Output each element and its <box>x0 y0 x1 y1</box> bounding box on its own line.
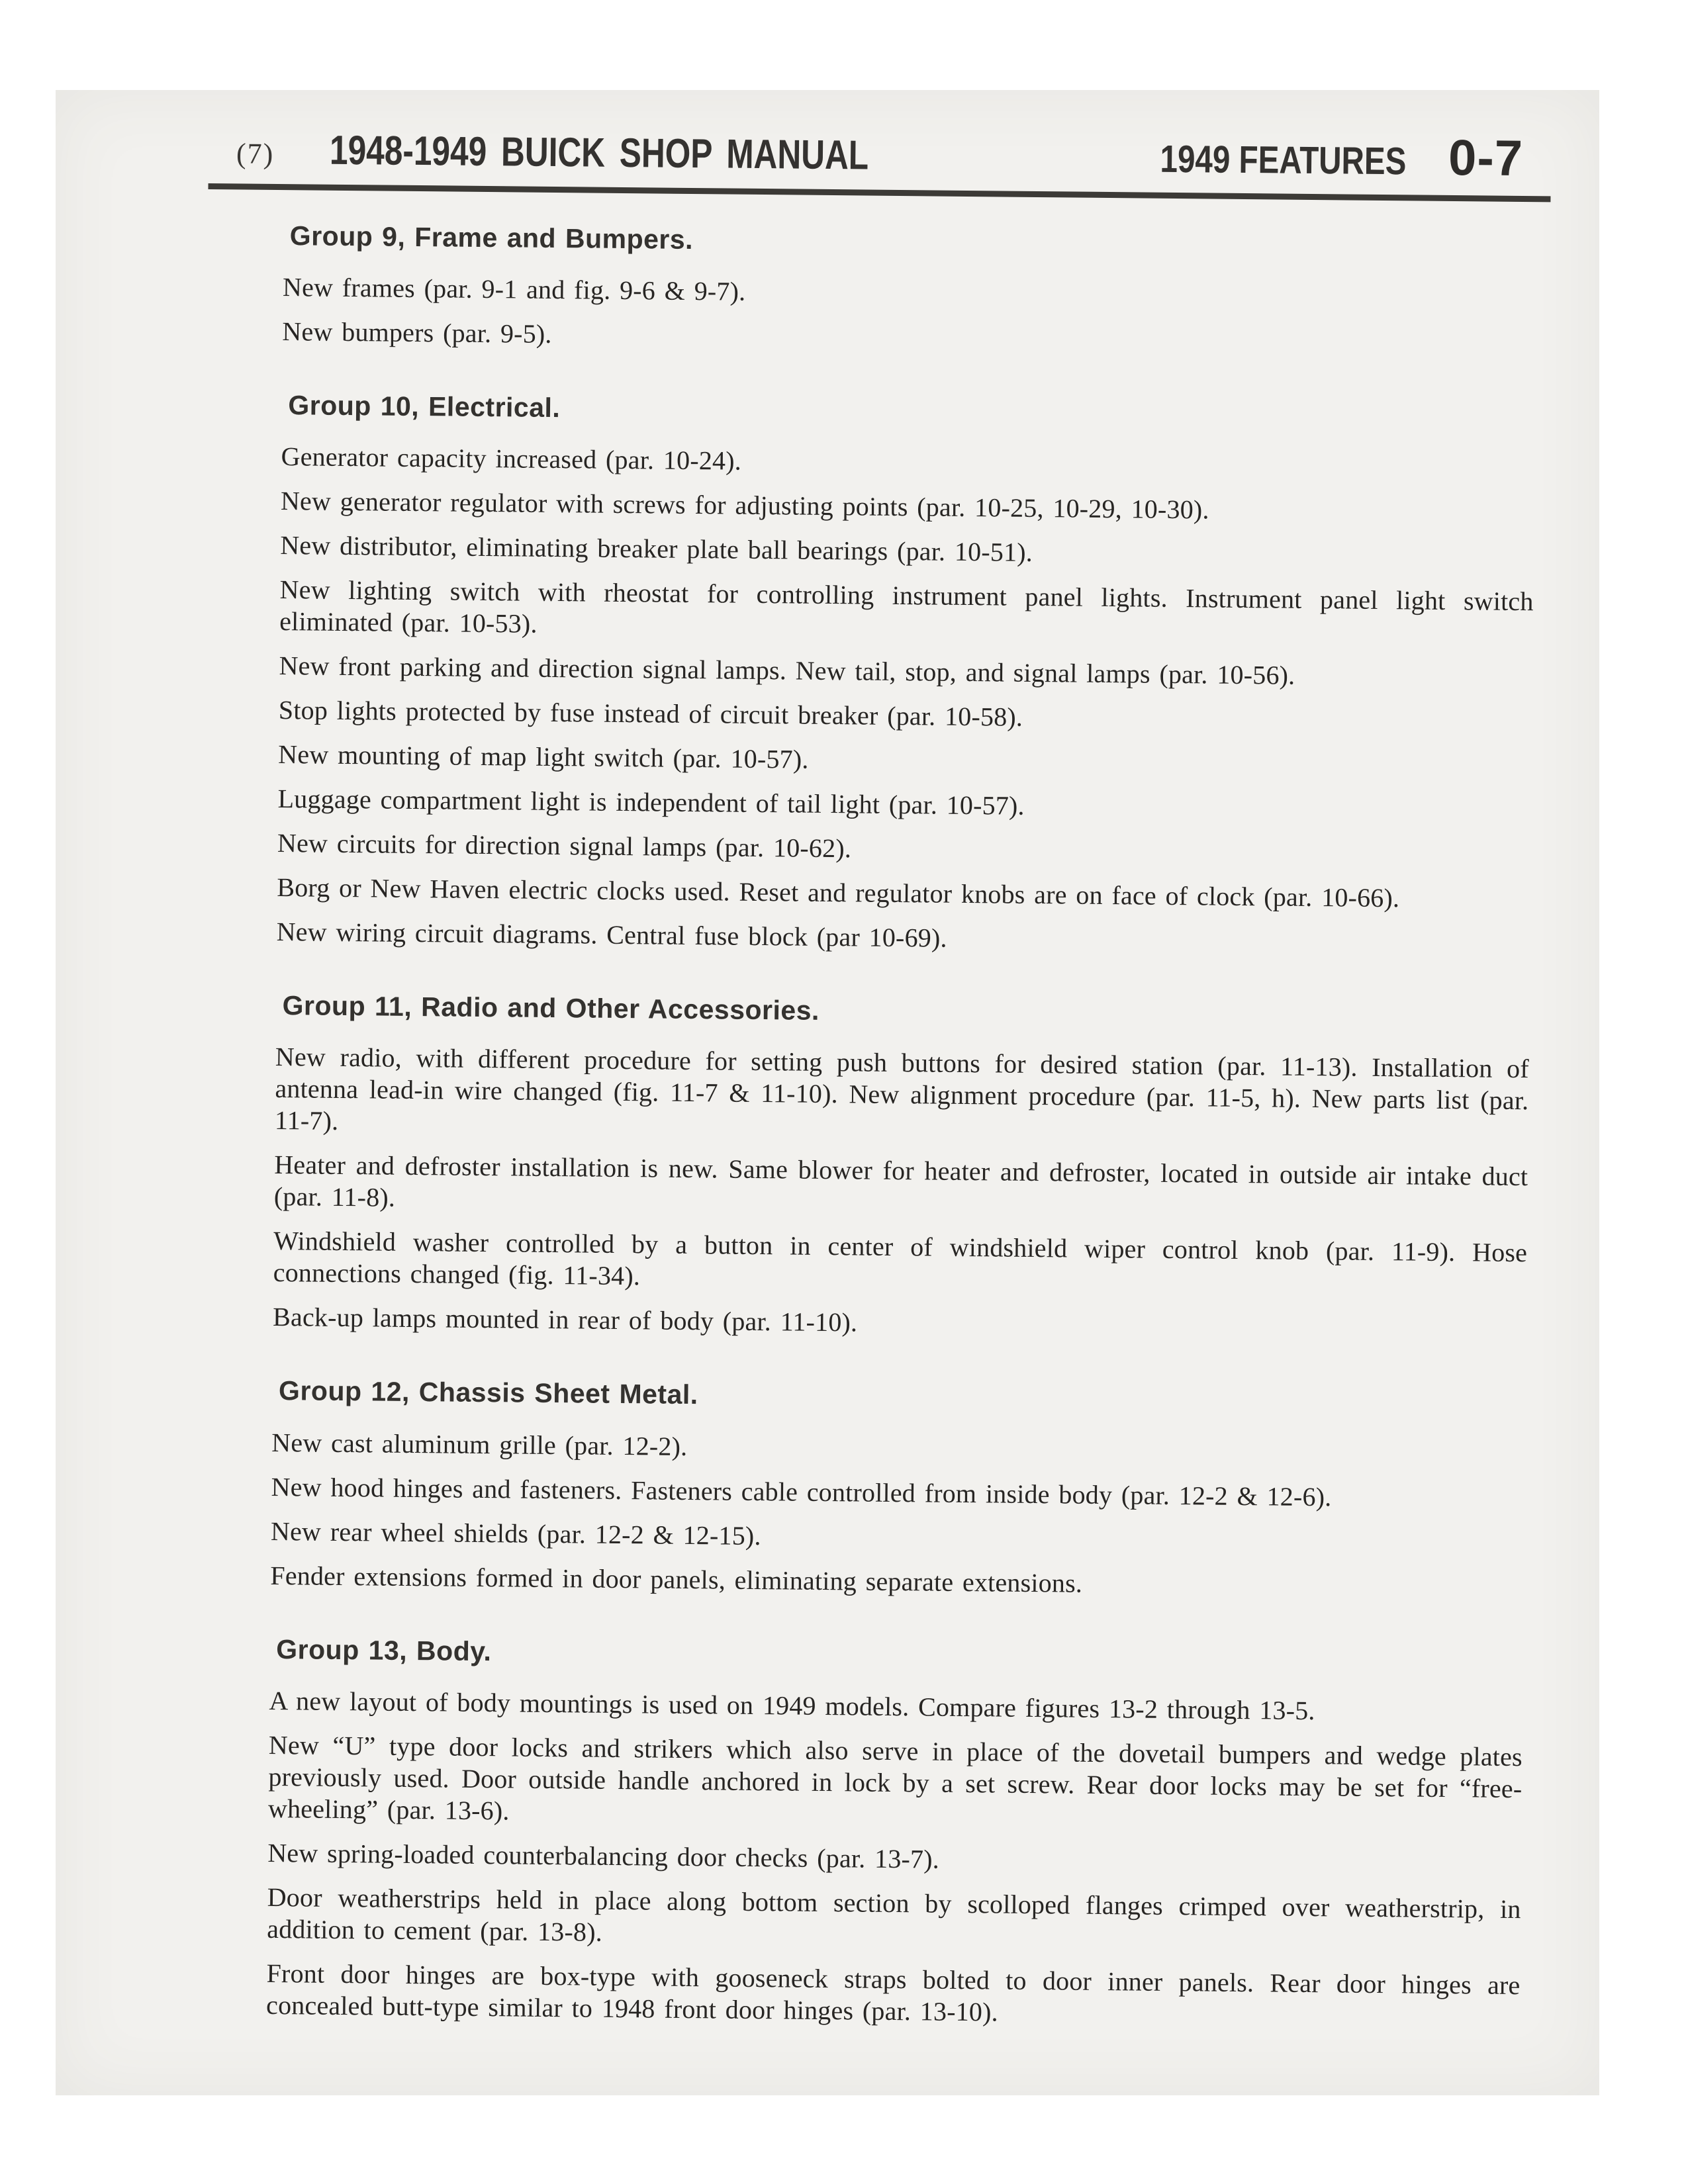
feature-item: New radio, with different procedure for setting push buttons for desired station (par. 11-13). Installation of antenna lead-in wire changed (fig. 11-7 & 11-10). New alignment procedure (par. 11-5, h). New parts list (par. 11-7). <box>274 1042 1530 1136</box>
printed-content <box>56 90 1599 2095</box>
feature-item: New front parking and direction signal lamps. New tail, stop, and signal lamps (par. 10-56). <box>279 651 1295 691</box>
group-heading: Group 13, Body. <box>276 1633 492 1666</box>
page-number: 0-7 <box>1448 129 1524 187</box>
group-section <box>282 220 1537 359</box>
feature-item: Back-up lamps mounted in rear of body (par. 11-10). <box>272 1302 858 1338</box>
feature-item: Door weatherstrips held in place along bottom section by scolloped flanges crimped over weatherstrip, in addition to cement (par. 13-8). <box>267 1882 1521 1947</box>
feature-item: New “U” type door locks and strikers which also serve in place of the dovetail bumpers and wedge plates previously used. Door outside handle anchored in lock by a set screw. Rear door locks may be set for “free-wheeling” (par. 13-6). <box>267 1729 1523 1826</box>
header-rule <box>208 183 1550 202</box>
feature-item: New spring-loaded counterbalancing door checks (par. 13-7). <box>267 1837 940 1874</box>
feature-item: A new layout of body mountings is used on 1949 models. Compare figures 13-2 through 13-5. <box>269 1685 1315 1725</box>
sections <box>266 220 1537 2033</box>
feature-item: Heater and defroster installation is new. Same blower for heater and defroster, located in outside air intake duct (par. 11-8). <box>273 1150 1528 1213</box>
page-header <box>236 121 1524 187</box>
feature-item: New mounting of map light switch (par. 10-57). <box>278 739 809 774</box>
group-section <box>266 1634 1524 2033</box>
feature-item: Fender extensions formed in door panels, eliminating separate extensions. <box>270 1560 1083 1598</box>
feature-item: New lighting switch with rheostat for controlling instrument panel lights. Instrument panel light switch eliminated (par. 10-53). <box>279 574 1534 639</box>
group-heading: Group 10, Electrical. <box>288 390 561 424</box>
group-heading: Group 12, Chassis Sheet Metal. <box>278 1375 698 1410</box>
group-section <box>276 390 1535 960</box>
feature-item: New frames (par. 9-1 and fig. 9-6 & 9-7). <box>282 272 746 306</box>
feature-item: New circuits for direction signal lamps (par. 10-62). <box>277 828 852 864</box>
section-title: 1949 FEATURES <box>1160 137 1407 183</box>
feature-item: New bumpers (par. 9-5). <box>282 316 552 349</box>
feature-item: New distributor, eliminating breaker plate ball bearings (par. 10-51). <box>280 530 1033 568</box>
feature-item: New generator regulator with screws for adjusting points (par. 10-25, 10-29, 10-30). <box>280 486 1209 525</box>
manual-title: 1948-1949 BUICK SHOP MANUAL <box>330 127 869 179</box>
feature-item: New cast aluminum grille (par. 12-2). <box>271 1427 688 1461</box>
feature-item: Luggage compartment light is independent of tail light (par. 10-57). <box>277 784 1025 821</box>
group-section <box>273 990 1530 1345</box>
feature-item: Generator capacity increased (par. 10-24). <box>281 441 742 476</box>
feature-item: Front door hinges are box-type with gooseneck straps bolted to door inner panels. Rear door hinges are concealed butt-type similar to 1948 front door hinges (par. 13-10). <box>265 1958 1521 2027</box>
feature-item: New hood hinges and fasteners. Fasteners cable controlled from inside body (par. 12-2 & 12-6). <box>271 1471 1332 1512</box>
feature-item: Stop lights protected by fuse instead of circuit breaker (par. 10-58). <box>278 695 1023 733</box>
feature-item: Windshield washer controlled by a button in center of windshield wiper control knob (par. 11-9). Hose connections changed (fig. 11-34). <box>273 1226 1528 1291</box>
feature-item: New wiring circuit diagrams. Central fuse block (par 10-69). <box>276 917 947 954</box>
header-spacer <box>1004 170 1106 171</box>
feature-item: Borg or New Haven electric clocks used. Reset and regulator knobs are on face of clock (par. 10-66). <box>277 872 1400 913</box>
group-heading: Group 9, Frame and Bumpers. <box>289 220 694 255</box>
group-heading: Group 11, Radio and Other Accessories. <box>282 990 820 1026</box>
feature-item: New rear wheel shields (par. 12-2 & 12-15). <box>270 1516 761 1551</box>
group-section <box>270 1375 1526 1603</box>
scanned-page <box>56 90 1599 2095</box>
page-marker: (7) <box>236 137 275 170</box>
